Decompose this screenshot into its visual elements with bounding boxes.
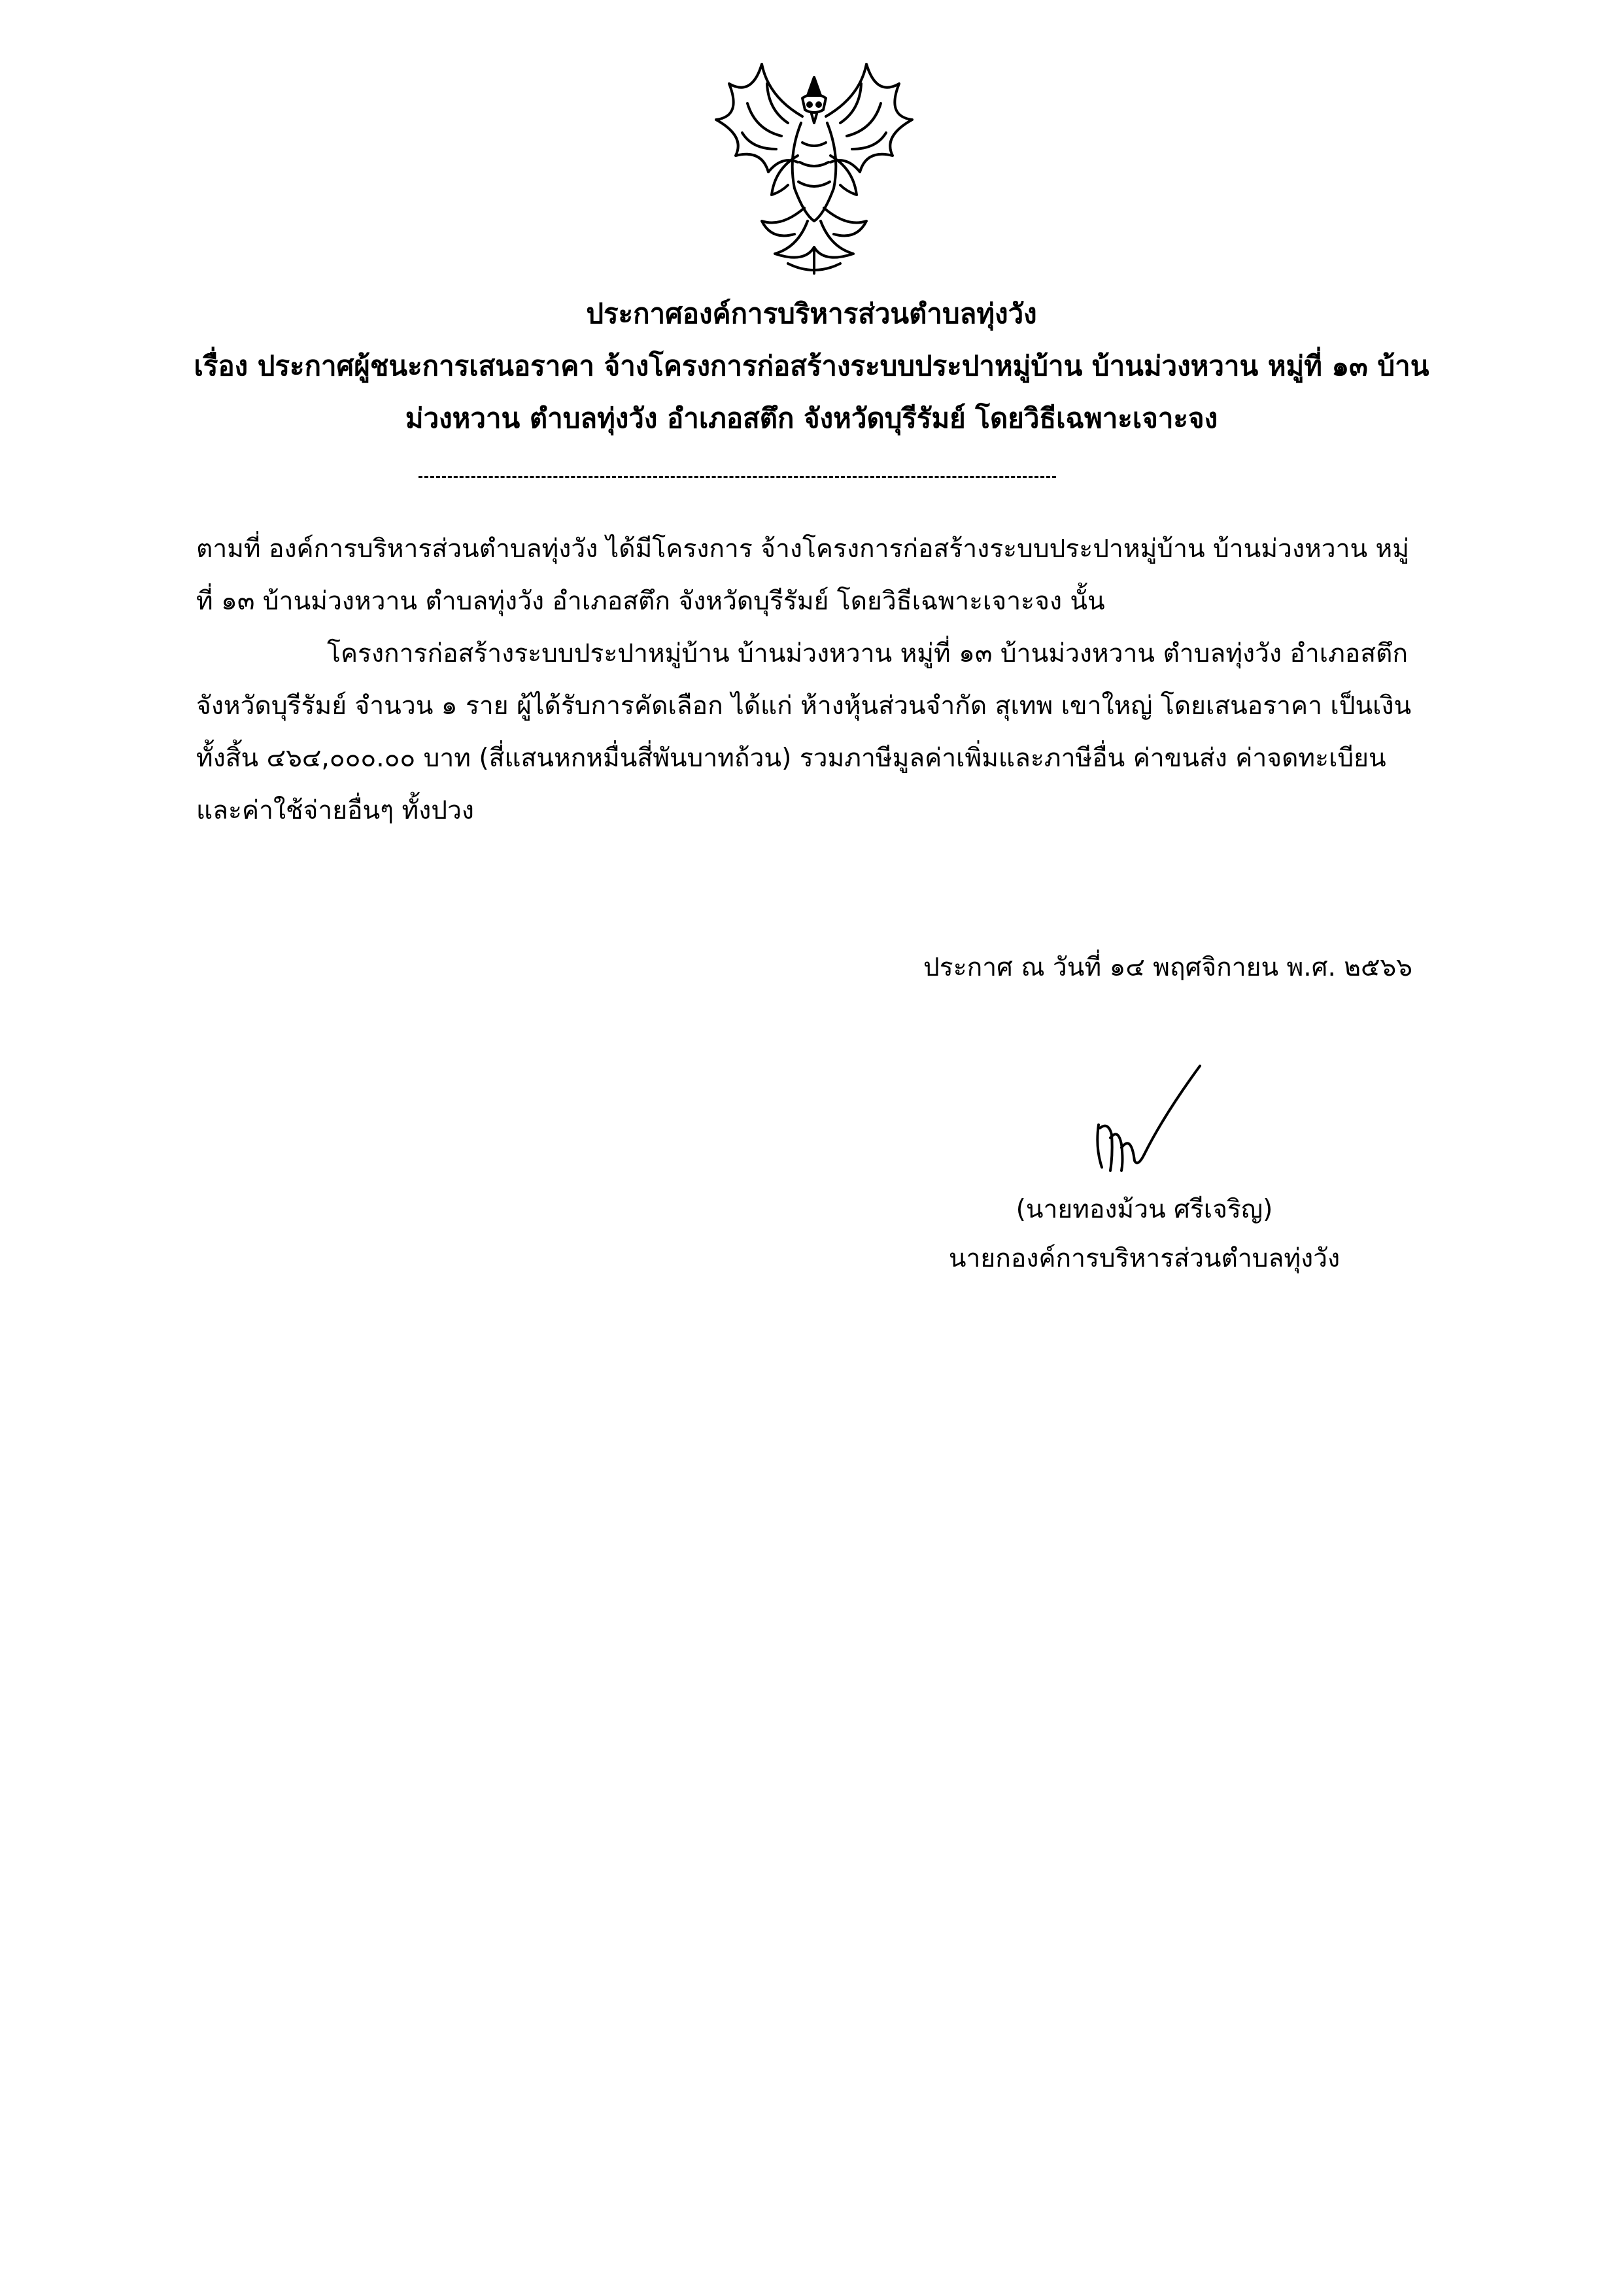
signatory-name: (นายทองม้วน ศรีเจริญ) [1016, 1195, 1273, 1224]
body-paragraph-2: โครงการก่อสร้างระบบประปาหมู่บ้าน บ้านม่วงหวาน หมู่ที่ ๑๓ บ้านม่วงหวาน ตำบลทุ่งวัง อำเภอสตึก จังหวัดบุรีรัมย์ จำนวน ๑ ราย ผู้ได้รับการคัดเลือก ได้แก่ ห้างหุ้นส่วนจำกัด สุเทพ เขาใหญ่ โดยเสนอราคา เป็นเงินทั้งสิ้น ๔๖๔,๐๐๐.๐๐ บาท (สี่แสนหกหมื่นสี่พันบาทถ้วน) รวมภาษีมูลค่าเพิ่มและภาษีอื่น ค่าขนส่ง ค่าจดทะเบียน และค่าใช้จ่ายอื่นๆ ทั้งปวง [196, 639, 1412, 825]
subject-line: เรื่อง ประกาศผู้ชนะการเสนอราคา จ้างโครงการก่อสร้างระบบประปาหมู่บ้าน บ้านม่วงหวาน หมู่ที่ ๑๓ บ้าน [194, 350, 1429, 382]
garuda-emblem-icon [690, 58, 938, 280]
document-body [196, 523, 1412, 837]
announcement-heading: ประกาศองค์การบริหารส่วนตำบลทุ่งวัง [586, 298, 1037, 330]
body-paragraph-1: ตามที่ องค์การบริหารส่วนตำบลทุ่งวัง ได้มีโครงการ จ้างโครงการก่อสร้างระบบประปาหมู่บ้าน บ้านม่วงหวาน หมู่ที่ ๑๓ บ้านม่วงหวาน ตำบลทุ่งวัง อำเภอสตึก จังหวัดบุรีรัมย์ โดยวิธีเฉพาะเจาะจง นั้น [196, 534, 1409, 616]
subject-line-continued: ม่วงหวาน ตำบลทุ่งวัง อำเภอสตึก จังหวัดบุรีรัมย์ โดยวิธีเฉพาะเจาะจง [405, 402, 1218, 434]
dashed-divider [419, 476, 1056, 478]
document-title-block [0, 288, 1623, 445]
announcement-date: ประกาศ ณ วันที่ ๑๔ พฤศจิกายน พ.ศ. ๒๕๖๖ [923, 953, 1412, 982]
signatory-position: นายกองค์การบริหารส่วนตำบลทุ่งวัง [948, 1244, 1341, 1273]
handwritten-signature [1085, 1063, 1216, 1177]
